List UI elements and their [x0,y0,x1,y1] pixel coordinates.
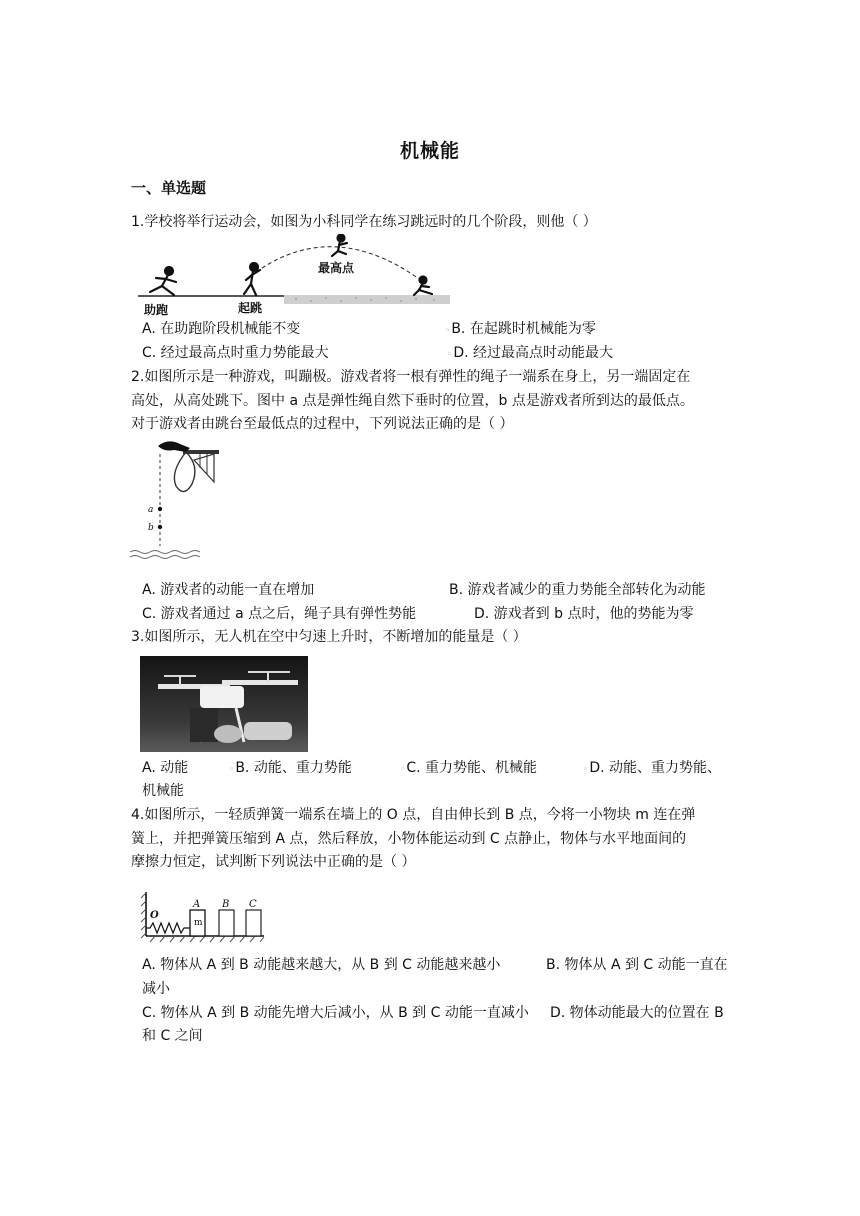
question-4-stem-line-3: 摩擦力恒定，试判断下列说法中正确的是（ ） [131,854,416,870]
anchor-mark-icon: ◦ [447,350,453,360]
label-o: O [150,910,159,921]
question-2-stem-line-3: 对于游戏者由跳台至最低点的过程中，下列说法正确的是（ ） [131,416,514,432]
q4-option-b-line-1: B. 物体从 A 到 C 动能一直在 [546,957,728,973]
long-jump-figure [136,234,454,316]
q4-option-d-line-1: D. 物体动能最大的位置在 B [550,1005,724,1021]
label-takeoff: 起跳 [238,301,263,315]
q2-option-b: B. 游戏者减少的重力势能全部转化为动能 [449,582,706,598]
q1-option-d: ◦D. 经过最高点时动能最大 [447,345,613,361]
drone-photo [140,656,308,752]
q4-option-d-line-2: 和 C 之间 [142,1028,203,1044]
anchor-mark-icon: ◦ [583,765,589,775]
q3-option-d-line-2: 机械能 [142,783,184,799]
anchor-mark-icon: ◦ [229,765,235,775]
q3-option-a: A. 动能 [142,760,189,776]
label-highest-point: 最高点 [318,261,355,275]
anchor-mark-icon: ◦ [445,326,451,336]
label-point-b: b [148,523,154,533]
q4-option-a: A. 物体从 A 到 B 动能越来越大，从 B 到 C 动能越来越小 [142,957,501,973]
q1-option-b: ◦B. 在起跳时机械能为零 [445,321,596,337]
question-2-stem-line-2: 高处，从高处跳下。图中 a 点是弹性绳自然下垂时的位置，b 点是游戏者所到达的最低点。 [131,393,694,409]
q4-option-c: C. 物体从 A 到 B 动能先增大后减小，从 B 到 C 动能一直减小 [142,1005,529,1021]
anchor-mark-icon: ◦ [400,765,406,775]
q1-option-c: C. 经过最高点时重力势能最大 [142,345,329,361]
label-point-a: a [148,505,154,515]
page-title: 机械能 [399,140,460,162]
bungee-figure [128,436,222,564]
q4-option-b-line-2: 减小 [142,981,170,997]
q3-option-c: ◦C. 重力势能、机械能 [400,760,537,776]
question-3-stem: 3.如图所示，无人机在空中匀速上升时，不断增加的能量是（ ） [131,629,527,645]
label-m: m [194,918,203,928]
label-run-up: 助跑 [144,303,169,316]
spring-block-figure [140,890,266,946]
q3-option-b: ◦B. 动能、重力势能 [229,760,352,776]
q3-option-d-line-1: ◦D. 动能、重力势能、 [583,760,721,776]
label-a: A [193,899,201,910]
q2-option-d: D. 游戏者到 b 点时，他的势能为零 [474,606,694,622]
label-b: B [222,899,230,910]
q1-option-a: A. 在助跑阶段机械能不变 [142,321,301,337]
question-1-stem: 1.学校将举行运动会，如图为小科同学在练习跳远时的几个阶段，则他（ ） [131,214,597,230]
section-heading: 一、单选题 [131,179,207,197]
question-4-stem-line-1: 4.如图所示，一轻质弹簧一端系在墙上的 O 点，自由伸长到 B 点，今将一小物块 m 连在弹 [131,807,696,823]
label-c: C [249,899,257,910]
q2-option-a: A. 游戏者的动能一直在增加 [142,582,315,598]
question-2-stem-line-1: 2.如图所示是一种游戏，叫蹦极。游戏者将一根有弹性的绳子一端系在身上，另一端固定在 [131,369,691,385]
q2-option-c: C. 游戏者通过 a 点之后，绳子具有弹性势能 [142,606,417,622]
question-4-stem-line-2: 簧上，并把弹簧压缩到 A 点，然后释放，小物体能运动到 C 点静止，物体与水平地面间的 [131,831,687,847]
